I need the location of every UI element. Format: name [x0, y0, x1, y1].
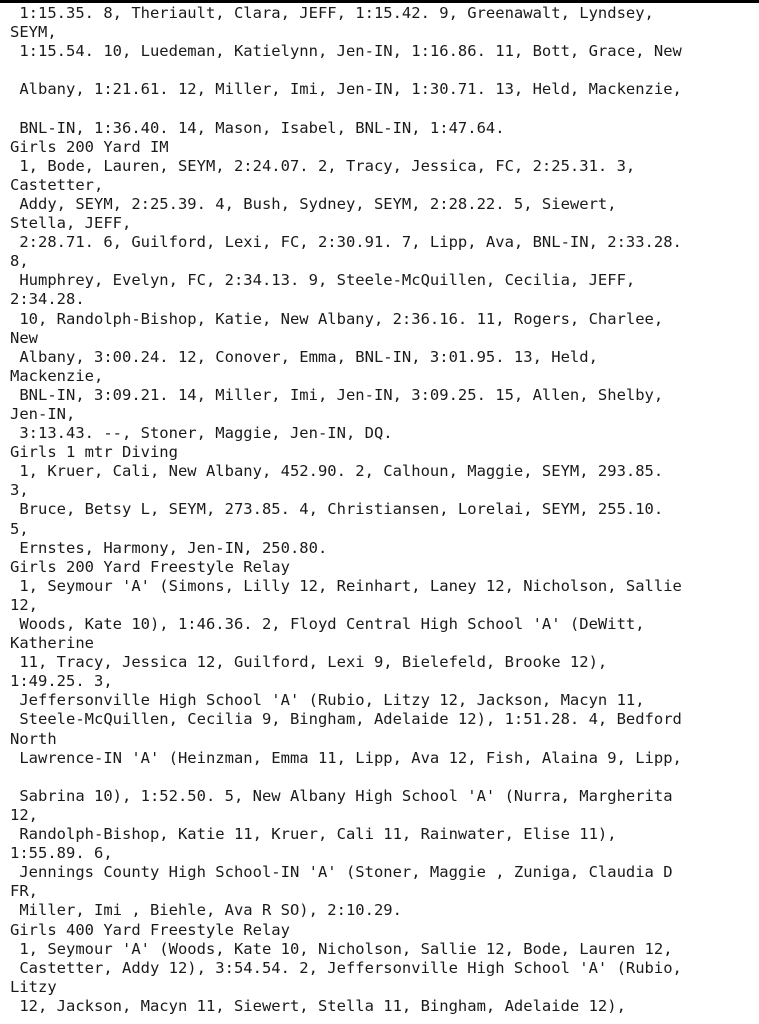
event-heading: Girls 200 Yard Freestyle Relay [10, 557, 290, 576]
event-heading: Girls 400 Yard Freestyle Relay [10, 920, 290, 939]
top-border [0, 0, 759, 3]
text-line: Humphrey, Evelyn, FC, 2:34.13. 9, Steele-McQuillen, Cecilia, JEFF, [10, 271, 636, 290]
event-heading: Girls 1 mtr Diving [10, 443, 178, 462]
text-line: 1, Kruer, Cali, New Albany, 452.90. 2, Calhoun, Maggie, SEYM, 293.85. [10, 462, 664, 481]
text-line: 3, [10, 481, 29, 500]
text-line: 12, Jackson, Macyn 11, Siewert, Stella 11, Bingham, Adelaide 12), [10, 996, 626, 1015]
text-line: 12, [10, 595, 38, 614]
text-line: FR, [10, 882, 38, 901]
text-line: 10, Randolph-Bishop, Katie, New Albany, 2:36.16. 11, Rogers, Charlee, [10, 309, 664, 328]
text-line: Castetter, Addy 12), 3:54.54. 2, Jeffersonville High School 'A' (Rubio, [10, 958, 682, 977]
text-line: 5, [10, 519, 29, 538]
text-line: 1:55.89. 6, [10, 844, 113, 863]
text-line: Addy, SEYM, 2:25.39. 4, Bush, Sydney, SEYM, 2:28.22. 5, Siewert, [10, 194, 617, 213]
text-line: BNL-IN, 3:09.21. 14, Miller, Imi, Jen-IN, 3:09.25. 15, Allen, Shelby, [10, 385, 664, 404]
text-line: 1, Bode, Lauren, SEYM, 2:24.07. 2, Tracy, Jessica, FC, 2:25.31. 3, [10, 156, 636, 175]
text-line: Albany, 1:21.61. 12, Miller, Imi, Jen-IN, 1:30.71. 13, Held, Mackenzie, [10, 80, 682, 99]
text-line: Albany, 3:00.24. 12, Conover, Emma, BNL-IN, 3:01.95. 13, Held, [10, 347, 598, 366]
text-line: Ernstes, Harmony, Jen-IN, 250.80. [10, 538, 328, 557]
event-heading: Girls 200 Yard IM [10, 137, 169, 156]
text-line: BNL-IN, 1:36.40. 14, Mason, Isabel, BNL-IN, 1:47.64. [10, 118, 505, 137]
text-line: Mackenzie, [10, 366, 104, 385]
text-line: 2:34.28. [10, 290, 85, 309]
text-line: North [10, 729, 57, 748]
text-line: 1, Seymour 'A' (Simons, Lilly 12, Reinhart, Laney 12, Nicholson, Sallie [10, 576, 682, 595]
text-line: 1:15.54. 10, Luedeman, Katielynn, Jen-IN, 1:16.86. 11, Bott, Grace, New [10, 42, 682, 61]
text-line: Castetter, [10, 175, 104, 194]
text-line: 1:15.35. 8, Theriault, Clara, JEFF, 1:15.42. 9, Greenawalt, Lyndsey, [10, 4, 654, 22]
text-line: Jen-IN, [10, 404, 76, 423]
text-line: Lawrence-IN 'A' (Heinzman, Emma 11, Lipp, Ava 12, Fish, Alaina 9, Lipp, [10, 748, 682, 767]
text-line: Sabrina 10), 1:52.50. 5, New Albany High School 'A' (Nurra, Margherita [10, 786, 673, 805]
text-line: Katherine [10, 634, 94, 653]
text-line: Randolph-Bishop, Katie 11, Kruer, Cali 11, Rainwater, Elise 11), [10, 825, 617, 844]
text-line: SEYM, [10, 23, 57, 42]
text-line: 1:49.25. 3, [10, 672, 113, 691]
text-line: 8, [10, 252, 29, 271]
text-line: Jeffersonville High School 'A' (Rubio, Litzy 12, Jackson, Macyn 11, [10, 691, 645, 710]
text-line: 3:13.43. --, Stoner, Maggie, Jen-IN, DQ. [10, 424, 393, 443]
text-line: New [10, 328, 38, 347]
text-line: Steele-McQuillen, Cecilia 9, Bingham, Adelaide 12), 1:51.28. 4, Bedford [10, 710, 682, 729]
text-line: 12, [10, 805, 38, 824]
text-line: Miller, Imi , Biehle, Ava R SO), 2:10.29. [10, 901, 402, 920]
text-line: 11, Tracy, Jessica 12, Guilford, Lexi 9, Bielefeld, Brooke 12), [10, 653, 608, 672]
text-line: Litzy [10, 977, 57, 996]
text-line: Stella, JEFF, [10, 214, 132, 233]
results-text [10, 4, 755, 1016]
text-line: 1, Seymour 'A' (Woods, Kate 10, Nicholson, Sallie 12, Bode, Lauren 12, [10, 939, 673, 958]
text-line: Jennings County High School-IN 'A' (Stoner, Maggie , Zuniga, Claudia D [10, 863, 673, 882]
text-line: Woods, Kate 10), 1:46.36. 2, Floyd Central High School 'A' (DeWitt, [10, 615, 645, 633]
text-line: Bruce, Betsy L, SEYM, 273.85. 4, Christiansen, Lorelai, SEYM, 255.10. [10, 500, 664, 519]
text-line: 2:28.71. 6, Guilford, Lexi, FC, 2:30.91. 7, Lipp, Ava, BNL-IN, 2:33.28. [10, 233, 682, 252]
